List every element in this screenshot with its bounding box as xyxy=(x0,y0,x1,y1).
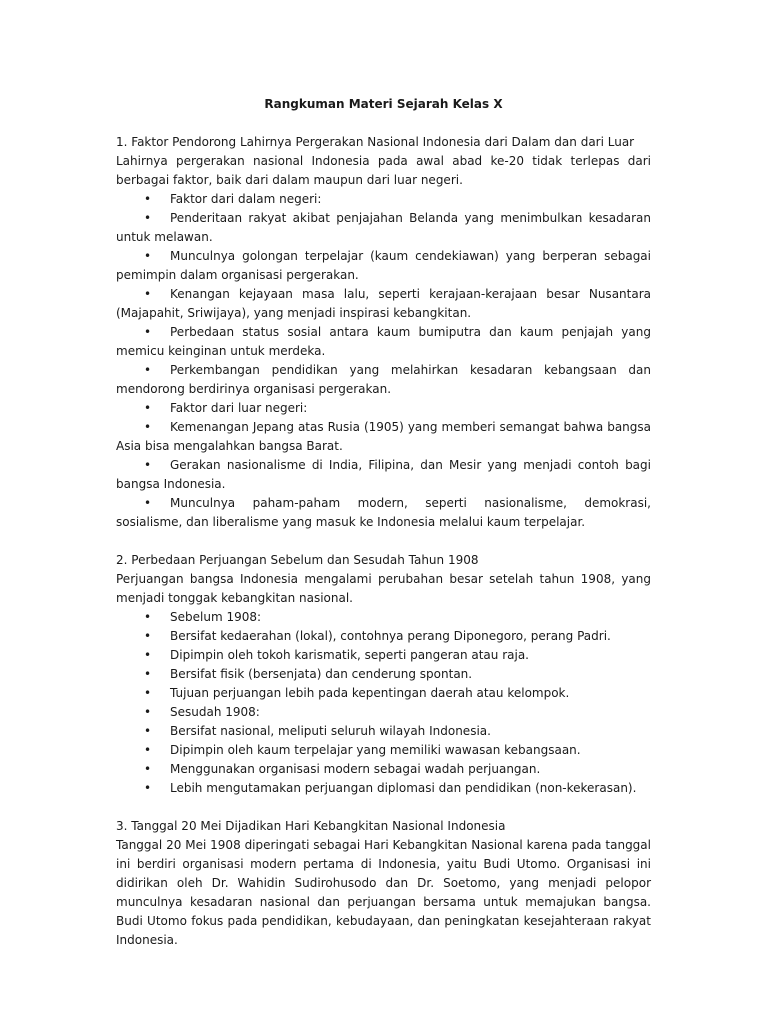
section-intro: Tanggal 20 Mei 1908 diperingati sebagai Hari Kebangkitan Nasional karena pada tanggal ini berdiri organisasi modern pertama di Indonesia, yaitu Budi Utomo. Organisasi ini didirikan oleh Dr. Wahidin Sudirohusodo dan Dr. Soetomo, yang menjadi pelopor munculnya kesadaran nasional dan perjuangan bersama untuk memajukan bangsa. Budi Utomo fokus pada pendidikan, kebudayaan, dan peningkatan kesejahteraan rakyat Indonesia. xyxy=(116,838,651,947)
list-item xyxy=(116,209,651,247)
section-heading: 1. Faktor Pendorong Lahirnya Pergerakan Nasional Indonesia dari Dalam dan dari Luar xyxy=(116,135,635,149)
list-item-text: Sesudah 1908: xyxy=(170,705,260,719)
bullet-icon: • xyxy=(144,743,152,757)
list-item xyxy=(116,418,651,456)
section-intro: Perjuangan bangsa Indonesia mengalami perubahan besar setelah tahun 1908, yang menjadi tonggak kebangkitan nasional. xyxy=(116,572,651,605)
list-item-text: Kemenangan Jepang atas Rusia (1905) yang memberi semangat bahwa bangsa Asia bisa mengalahkan bangsa Barat. xyxy=(116,420,651,453)
list-item-text: Sebelum 1908: xyxy=(170,610,262,624)
list-item-text: Bersifat kedaerahan (lokal), contohnya perang Diponegoro, perang Padri. xyxy=(170,629,611,643)
bullet-icon: • xyxy=(144,686,152,700)
bullet-icon: • xyxy=(144,610,152,624)
list-item-text: Bersifat fisik (bersenjata) dan cenderung spontan. xyxy=(170,667,473,681)
section-3 xyxy=(116,817,651,950)
bullet-icon: • xyxy=(144,458,152,472)
bullet-icon: • xyxy=(144,724,152,738)
list-item xyxy=(116,760,651,779)
bullet-icon: • xyxy=(144,496,152,510)
list-item-text: Munculnya paham-paham modern, seperti nasionalisme, demokrasi, sosialisme, dan liberalisme yang masuk ke Indonesia melalui kaum terpelajar. xyxy=(116,496,651,529)
list-item-text: Bersifat nasional, meliputi seluruh wilayah Indonesia. xyxy=(170,724,491,738)
list-item-text: Penderitaan rakyat akibat penjajahan Belanda yang menimbulkan kesadaran untuk melawan. xyxy=(116,211,651,244)
list-item xyxy=(116,399,651,418)
list-item xyxy=(116,285,651,323)
list-item-text: Kenangan kejayaan masa lalu, seperti kerajaan-kerajaan besar Nusantara (Majapahit, Sriwijaya), yang menjadi inspirasi kebangkitan. xyxy=(116,287,651,320)
list-item-text: Faktor dari luar negeri: xyxy=(170,401,308,415)
document-page xyxy=(116,95,651,969)
section-1 xyxy=(116,133,651,532)
list-item xyxy=(116,608,651,627)
list-item xyxy=(116,361,651,399)
bullet-icon: • xyxy=(144,762,152,776)
bullet-icon: • xyxy=(144,667,152,681)
list-item-text: Lebih mengutamakan perjuangan diplomasi dan pendidikan (non-kekerasan). xyxy=(170,781,637,795)
bullet-icon: • xyxy=(144,192,152,206)
list-item xyxy=(116,665,651,684)
list-item xyxy=(116,779,651,798)
list-item xyxy=(116,741,651,760)
bullet-list xyxy=(116,608,651,798)
list-item xyxy=(116,494,651,532)
list-item-text: Gerakan nasionalisme di India, Filipina, dan Mesir yang menjadi contoh bagi bangsa Indonesia. xyxy=(116,458,651,491)
list-item-text: Faktor dari dalam negeri: xyxy=(170,192,322,206)
bullet-icon: • xyxy=(144,629,152,643)
section-intro: Lahirnya pergerakan nasional Indonesia pada awal abad ke-20 tidak terlepas dari berbagai faktor, baik dari dalam maupun dari luar negeri. xyxy=(116,154,651,187)
bullet-icon: • xyxy=(144,401,152,415)
section-heading: 3. Tanggal 20 Mei Dijadikan Hari Kebangkitan Nasional Indonesia xyxy=(116,819,506,833)
list-item-text: Perkembangan pendidikan yang melahirkan kesadaran kebangsaan dan mendorong berdirinya organisasi pergerakan. xyxy=(116,363,651,396)
list-item xyxy=(116,703,651,722)
list-item-text: Dipimpin oleh kaum terpelajar yang memiliki wawasan kebangsaan. xyxy=(170,743,581,757)
bullet-icon: • xyxy=(144,420,152,434)
list-item xyxy=(116,190,651,209)
list-item xyxy=(116,323,651,361)
list-item xyxy=(116,247,651,285)
bullet-icon: • xyxy=(144,325,152,339)
bullet-list xyxy=(116,190,651,532)
list-item xyxy=(116,722,651,741)
list-item xyxy=(116,456,651,494)
list-item-text: Munculnya golongan terpelajar (kaum cendekiawan) yang berperan sebagai pemimpin dalam organisasi pergerakan. xyxy=(116,249,651,282)
list-item-text: Dipimpin oleh tokoh karismatik, seperti pangeran atau raja. xyxy=(170,648,529,662)
section-2 xyxy=(116,551,651,798)
bullet-icon: • xyxy=(144,363,152,377)
bullet-icon: • xyxy=(144,648,152,662)
bullet-icon: • xyxy=(144,781,152,795)
list-item-text: Perbedaan status sosial antara kaum bumiputra dan kaum penjajah yang memicu keinginan untuk merdeka. xyxy=(116,325,651,358)
bullet-icon: • xyxy=(144,287,152,301)
list-item xyxy=(116,646,651,665)
list-item xyxy=(116,627,651,646)
bullet-icon: • xyxy=(144,249,152,263)
bullet-icon: • xyxy=(144,211,152,225)
section-heading: 2. Perbedaan Perjuangan Sebelum dan Sesudah Tahun 1908 xyxy=(116,553,479,567)
list-item xyxy=(116,684,651,703)
bullet-icon: • xyxy=(144,705,152,719)
list-item-text: Tujuan perjuangan lebih pada kepentingan daerah atau kelompok. xyxy=(170,686,570,700)
document-title: Rangkuman Materi Sejarah Kelas X xyxy=(264,97,503,111)
list-item-text: Menggunakan organisasi modern sebagai wadah perjuangan. xyxy=(170,762,541,776)
